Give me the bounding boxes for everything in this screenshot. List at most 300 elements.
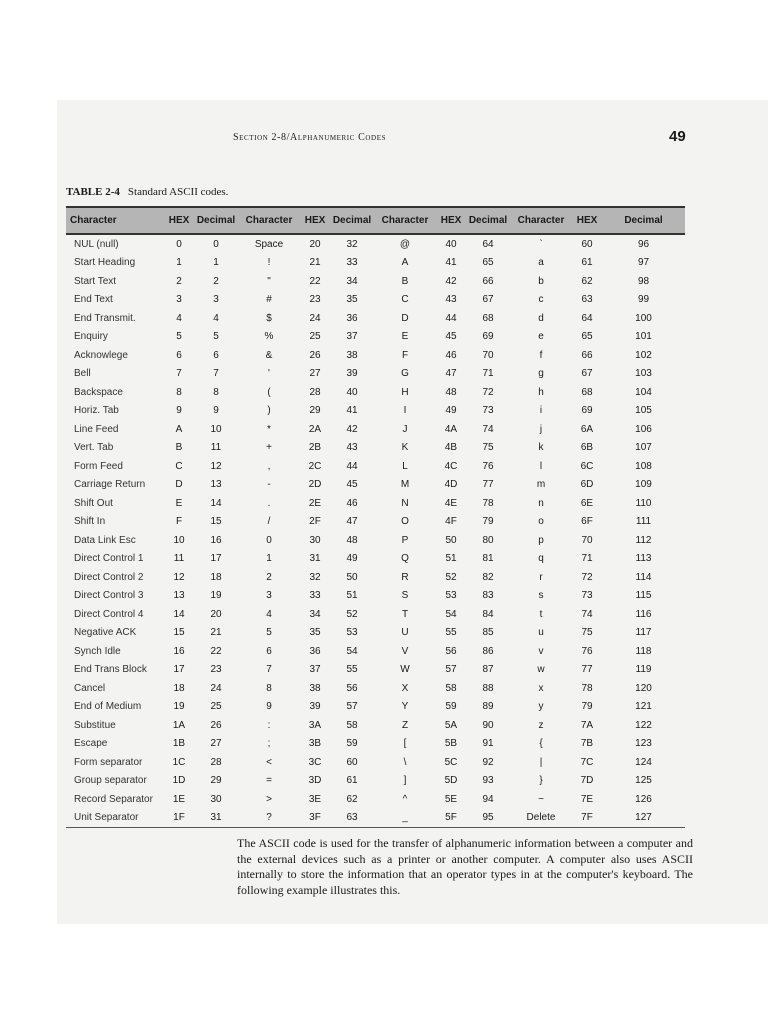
table-cell: a xyxy=(538,257,544,269)
table-cell: 4 xyxy=(266,608,272,620)
table-cell: 50 xyxy=(346,571,358,583)
table-cell: 31 xyxy=(309,553,321,565)
table-cell: b xyxy=(538,275,544,287)
table-row xyxy=(66,605,685,624)
table-cell: ^ xyxy=(402,793,408,805)
table-cell: 64 xyxy=(581,312,593,324)
table-cell: w xyxy=(537,664,545,676)
table-cell: 122 xyxy=(635,719,652,731)
table-cell: 1 xyxy=(266,553,272,565)
table-cell: F xyxy=(401,349,409,361)
table-cell: u xyxy=(538,627,544,639)
table-cell: 7D xyxy=(580,775,594,787)
table-cell: 2 xyxy=(176,275,182,287)
table-cell: 59 xyxy=(346,738,358,750)
table-cell: Carriage Return xyxy=(74,479,146,491)
table-row xyxy=(66,439,685,458)
table-row xyxy=(66,309,685,328)
table-cell: i xyxy=(539,405,543,417)
table-cell: " xyxy=(267,275,271,287)
table-cell: 6B xyxy=(580,442,594,454)
table-cell: 57 xyxy=(445,664,457,676)
table-cell: E xyxy=(401,331,409,343)
table-cell: 118 xyxy=(635,645,652,657)
table-cell: 9 xyxy=(213,405,219,417)
table-cell: 85 xyxy=(482,627,494,639)
table-row xyxy=(66,772,685,791)
table-cell: + xyxy=(266,442,272,454)
table-cell: 99 xyxy=(637,294,650,306)
table-cell: 22 xyxy=(210,645,222,657)
column-header: Decimal xyxy=(330,207,374,234)
table-cell: Vert. Tab xyxy=(74,442,114,454)
table-cell: 57 xyxy=(346,701,358,713)
table-cell: W xyxy=(400,664,410,676)
table-cell: 3C xyxy=(308,756,322,768)
table-cell: 74 xyxy=(581,608,593,620)
table-cell: 68 xyxy=(482,312,494,324)
ascii-table xyxy=(66,206,685,828)
table-cell: 7A xyxy=(580,719,594,731)
table-cell: n xyxy=(538,497,544,509)
table-cell: S xyxy=(401,590,409,602)
table-cell: 30 xyxy=(309,534,321,546)
table-cell: 9 xyxy=(266,701,272,713)
table-cell: 17 xyxy=(173,664,185,676)
table-cell: ~ xyxy=(538,793,544,805)
table-cell: 20 xyxy=(309,238,321,250)
table-cell: 73 xyxy=(482,405,494,417)
table-cell: 7B xyxy=(580,738,594,750)
table-cell: 63 xyxy=(581,294,593,306)
table-cell: ) xyxy=(267,405,271,417)
table-cell: 3A xyxy=(308,719,322,731)
table-cell: h xyxy=(538,386,544,398)
table-cell: 15 xyxy=(210,516,222,528)
table-cell: 1D xyxy=(172,775,186,787)
table-cell: 125 xyxy=(635,775,652,787)
table-cell: Start Heading xyxy=(74,257,136,269)
table-cell: 71 xyxy=(482,368,494,380)
table-cell: $ xyxy=(266,312,272,324)
table-cell: 6D xyxy=(580,479,594,491)
table-cell: 34 xyxy=(309,608,321,620)
table-cell: 19 xyxy=(210,590,222,602)
table-cell: P xyxy=(401,534,409,546)
table-cell: 93 xyxy=(482,775,494,787)
table-cell: 36 xyxy=(346,312,358,324)
table-cell: 74 xyxy=(482,423,494,435)
table-cell: , xyxy=(267,460,271,472)
table-row xyxy=(66,531,685,550)
table-cell: 2A xyxy=(308,423,322,435)
table-cell: g xyxy=(538,368,544,380)
table-cell: 117 xyxy=(635,627,652,639)
table-cell: 127 xyxy=(602,809,685,828)
table-cell: 115 xyxy=(635,590,652,602)
table-row xyxy=(66,402,685,421)
table-cell: 84 xyxy=(482,608,494,620)
table-cell: 92 xyxy=(482,756,494,768)
table-cell: E xyxy=(175,497,183,509)
table-row xyxy=(66,790,685,809)
table-cell: Bell xyxy=(74,368,91,380)
table-cell: 111 xyxy=(635,516,652,528)
table-cell: 5A xyxy=(444,719,458,731)
table-cell: 76 xyxy=(581,645,593,657)
table-row xyxy=(66,716,685,735)
table-cell: 7 xyxy=(213,368,219,380)
table-cell: Negative ACK xyxy=(74,627,137,639)
table-cell: Enquiry xyxy=(74,331,108,343)
table-cell: c xyxy=(538,294,544,306)
table-cell: 31 xyxy=(194,809,238,828)
table-cell: { xyxy=(539,738,543,750)
table-cell: 95 xyxy=(466,809,510,828)
table-cell: 35 xyxy=(346,294,358,306)
table-row xyxy=(66,254,685,273)
table-cell: 38 xyxy=(309,682,321,694)
table-cell: O xyxy=(401,516,409,528)
body-paragraph: The ASCII code is used for the transfer of alphanumeric information between a computer and the external devices such as a printer or another computer. A computer also uses ASCII internally to store the information that an operator types in at the computer's keyboard. The following example illustrates this. xyxy=(237,836,693,897)
table-cell: 10 xyxy=(210,423,222,435)
table-cell: 2C xyxy=(308,460,322,472)
table-cell: 15 xyxy=(173,627,185,639)
table-cell: 120 xyxy=(635,682,652,694)
table-cell: 8 xyxy=(213,386,219,398)
table-cell: 33 xyxy=(309,590,321,602)
table-cell: 68 xyxy=(581,386,593,398)
table-row xyxy=(66,457,685,476)
page-number: 49 xyxy=(669,128,686,145)
table-cell: Q xyxy=(401,553,409,565)
table-row xyxy=(66,550,685,569)
table-row xyxy=(66,735,685,754)
table-cell: 97 xyxy=(637,257,650,269)
table-cell: 119 xyxy=(635,664,652,676)
table-cell: 69 xyxy=(482,331,494,343)
table-cell: 4D xyxy=(444,479,458,491)
table-cell: 64 xyxy=(482,238,494,250)
table-row xyxy=(66,624,685,643)
table-cell: 4 xyxy=(213,312,219,324)
table-cell: 36 xyxy=(309,645,321,657)
table-cell: 55 xyxy=(346,664,358,676)
table-cell: Shift In xyxy=(74,516,106,528)
table-row xyxy=(66,679,685,698)
table-cell: 94 xyxy=(482,793,494,805)
table-cell: 26 xyxy=(210,719,222,731)
column-header: Character xyxy=(238,207,300,234)
table-cell: 5F xyxy=(436,809,466,828)
table-cell: 21 xyxy=(210,627,222,639)
table-row xyxy=(66,698,685,717)
table-cell: z xyxy=(538,719,544,731)
table-cell: U xyxy=(401,627,409,639)
table-cell: 65 xyxy=(581,331,593,343)
table-cell: A xyxy=(401,257,409,269)
table-cell: p xyxy=(538,534,544,546)
column-header: Decimal xyxy=(194,207,238,234)
table-cell: 24 xyxy=(309,312,321,324)
table-cell: Escape xyxy=(74,738,108,750)
table-cell: \ xyxy=(403,756,407,768)
table-cell: 0 xyxy=(266,534,272,546)
table-cell: Unit Separator xyxy=(66,809,164,828)
table-cell: 1E xyxy=(172,793,186,805)
table-row xyxy=(66,494,685,513)
table-cell: 27 xyxy=(309,368,321,380)
table-cell: * xyxy=(267,423,271,435)
table-cell: B xyxy=(401,275,409,287)
table-cell: 34 xyxy=(346,275,358,287)
table-cell: 3D xyxy=(308,775,322,787)
table-cell: 39 xyxy=(309,701,321,713)
column-header: Character xyxy=(66,207,164,234)
table-cell: 5C xyxy=(444,756,458,768)
table-cell: 104 xyxy=(635,386,652,398)
table-cell: 13 xyxy=(173,590,185,602)
table-cell: 41 xyxy=(346,405,358,417)
table-cell: 53 xyxy=(445,590,457,602)
table-cell: 116 xyxy=(635,608,652,620)
table-cell: k xyxy=(538,442,544,454)
table-row xyxy=(66,272,685,291)
table-cell: B xyxy=(175,442,183,454)
table-cell: 112 xyxy=(635,534,652,546)
table-row xyxy=(66,587,685,606)
table-cell: 124 xyxy=(635,756,652,768)
table-cell: 65 xyxy=(482,257,494,269)
table-cell: 113 xyxy=(635,553,652,565)
table-cell: 46 xyxy=(445,349,457,361)
table-cell: 28 xyxy=(210,756,222,768)
table-cell: 7E xyxy=(580,793,594,805)
table-cell: G xyxy=(401,368,409,380)
table-cell: 61 xyxy=(581,257,593,269)
table-row xyxy=(66,383,685,402)
table-cell: 2D xyxy=(308,479,322,491)
table-cell: 6 xyxy=(213,349,219,361)
table-cell: [ xyxy=(403,738,407,750)
table-cell: 44 xyxy=(346,460,358,472)
table-cell: 4F xyxy=(445,516,457,528)
table-cell: Group separator xyxy=(74,775,147,787)
table-cell: 12 xyxy=(173,571,185,583)
table-cell: 5 xyxy=(176,331,182,343)
table-cell: 0 xyxy=(213,238,219,250)
table-cell: : xyxy=(267,719,271,731)
table-cell: 108 xyxy=(635,460,652,472)
table-cell: ` xyxy=(539,238,543,250)
table-cell: A xyxy=(175,423,183,435)
table-cell: 43 xyxy=(346,442,358,454)
table-cell: ; xyxy=(267,738,271,750)
table-cell: 98 xyxy=(637,275,650,287)
table-cell: . xyxy=(267,497,271,509)
table-cell: 109 xyxy=(635,479,652,491)
column-header: Decimal xyxy=(466,207,510,234)
table-cell: 32 xyxy=(346,238,358,250)
table-cell: 67 xyxy=(581,368,593,380)
table-cell: 6E xyxy=(580,497,594,509)
table-cell: 58 xyxy=(346,719,358,731)
table-cell: D xyxy=(175,479,183,491)
table-cell: C xyxy=(401,294,409,306)
table-cell: 1 xyxy=(213,257,219,269)
table-row xyxy=(66,568,685,587)
table-cell: q xyxy=(538,553,544,565)
table-cell: 3 xyxy=(213,294,219,306)
table-cell: 1A xyxy=(172,719,186,731)
table-label: TABLE 2-4 xyxy=(66,186,120,198)
table-title: Standard ASCII codes. xyxy=(127,186,229,198)
column-header: HEX xyxy=(572,207,602,234)
table-cell: Cancel xyxy=(74,682,106,694)
table-cell: 7C xyxy=(580,756,594,768)
table-cell: 6C xyxy=(580,460,594,472)
table-cell: T xyxy=(401,608,409,620)
table-cell: 82 xyxy=(482,571,494,583)
table-cell: 11 xyxy=(173,553,185,565)
table-cell: = xyxy=(266,775,272,787)
table-cell: Form Feed xyxy=(74,460,123,472)
table-cell: Space xyxy=(254,238,284,250)
table-cell: 61 xyxy=(346,775,358,787)
table-cell: 81 xyxy=(482,553,494,565)
table-header-row xyxy=(66,207,685,234)
table-cell: 3F xyxy=(300,809,330,828)
table-cell: 70 xyxy=(581,534,593,546)
table-cell: t xyxy=(539,608,543,620)
table-cell: o xyxy=(538,516,544,528)
table-cell: 32 xyxy=(309,571,321,583)
table-cell: 5 xyxy=(213,331,219,343)
table-cell: 51 xyxy=(445,553,457,565)
table-cell: 121 xyxy=(635,701,652,713)
table-cell: 7 xyxy=(266,664,272,676)
table-cell: ? xyxy=(238,809,300,828)
table-cell: Horiz. Tab xyxy=(74,405,119,417)
table-cell: 41 xyxy=(445,257,457,269)
table-cell: j xyxy=(539,423,543,435)
table-cell: v xyxy=(538,645,544,657)
table-cell: 4 xyxy=(176,312,182,324)
table-cell: 10 xyxy=(173,534,185,546)
table-cell: 47 xyxy=(445,368,457,380)
table-row xyxy=(66,809,685,828)
column-header: Decimal xyxy=(602,207,685,234)
table-cell: 24 xyxy=(210,682,222,694)
table-cell: 102 xyxy=(635,349,652,361)
table-cell: 49 xyxy=(445,405,457,417)
table-cell: f xyxy=(539,349,543,361)
table-cell: 2E xyxy=(308,497,322,509)
table-cell: 0 xyxy=(176,238,182,250)
table-cell: 42 xyxy=(445,275,457,287)
table-cell: 38 xyxy=(346,349,358,361)
table-cell: 18 xyxy=(173,682,185,694)
table-cell: 40 xyxy=(445,238,457,250)
table-cell: 54 xyxy=(445,608,457,620)
table-cell: 21 xyxy=(309,257,321,269)
table-cell: 39 xyxy=(346,368,358,380)
table-row xyxy=(66,642,685,661)
table-cell: # xyxy=(266,294,272,306)
table-cell: e xyxy=(538,331,544,343)
table-cell: 16 xyxy=(210,534,222,546)
table-cell: End of Medium xyxy=(74,701,142,713)
table-cell: N xyxy=(401,497,409,509)
table-cell: 96 xyxy=(637,238,650,250)
table-cell: % xyxy=(264,331,274,343)
table-cell: & xyxy=(265,349,273,361)
table-cell: @ xyxy=(399,238,411,250)
table-cell: 7F xyxy=(572,809,602,828)
table-cell: End Transmit. xyxy=(74,312,136,324)
table-cell: 11 xyxy=(210,442,222,454)
table-cell: 4B xyxy=(444,442,458,454)
table-cell: 78 xyxy=(581,682,593,694)
table-cell: 87 xyxy=(482,664,494,676)
table-cell: 43 xyxy=(445,294,457,306)
table-cell: 3 xyxy=(266,590,272,602)
table-cell: 75 xyxy=(482,442,494,454)
table-cell: 5E xyxy=(444,793,458,805)
table-cell: 44 xyxy=(445,312,457,324)
table-cell: 17 xyxy=(210,553,222,565)
table-cell: } xyxy=(539,775,543,787)
table-cell: 91 xyxy=(482,738,494,750)
table-cell: 25 xyxy=(210,701,222,713)
table-cell: 37 xyxy=(309,664,321,676)
table-cell: 105 xyxy=(635,405,652,417)
table-cell: 9 xyxy=(176,405,182,417)
table-cell: 20 xyxy=(210,608,222,620)
table-cell: Y xyxy=(401,701,409,713)
table-cell: 88 xyxy=(482,682,494,694)
table-cell: Direct Control 4 xyxy=(74,608,144,620)
table-cell: 25 xyxy=(309,331,321,343)
table-cell: 2 xyxy=(266,571,272,583)
table-cell: 79 xyxy=(581,701,593,713)
table-cell: 107 xyxy=(635,442,652,454)
table-cell: Delete xyxy=(510,809,572,828)
table-cell: Data Link Esc xyxy=(74,534,136,546)
table-cell: Line Feed xyxy=(74,423,119,435)
table-cell: 110 xyxy=(635,497,652,509)
table-cell: 18 xyxy=(210,571,222,583)
table-cell: d xyxy=(538,312,544,324)
table-cell: ' xyxy=(268,368,270,380)
table-cell: V xyxy=(401,645,409,657)
table-cell: 8 xyxy=(176,386,182,398)
table-cell: 19 xyxy=(173,701,185,713)
table-cell: < xyxy=(266,756,272,768)
table-cell: 53 xyxy=(346,627,358,639)
table-cell: 45 xyxy=(445,331,457,343)
table-cell: 2 xyxy=(213,275,219,287)
table-cell: Start Text xyxy=(74,275,117,287)
table-cell: End Text xyxy=(74,294,113,306)
table-cell: 100 xyxy=(635,312,652,324)
table-cell: 33 xyxy=(346,257,358,269)
table-cell: Substitue xyxy=(74,719,116,731)
table-cell: 6A xyxy=(580,423,594,435)
table-row xyxy=(66,365,685,384)
table-cell: 23 xyxy=(309,294,321,306)
table-cell: End Trans Block xyxy=(74,664,147,676)
